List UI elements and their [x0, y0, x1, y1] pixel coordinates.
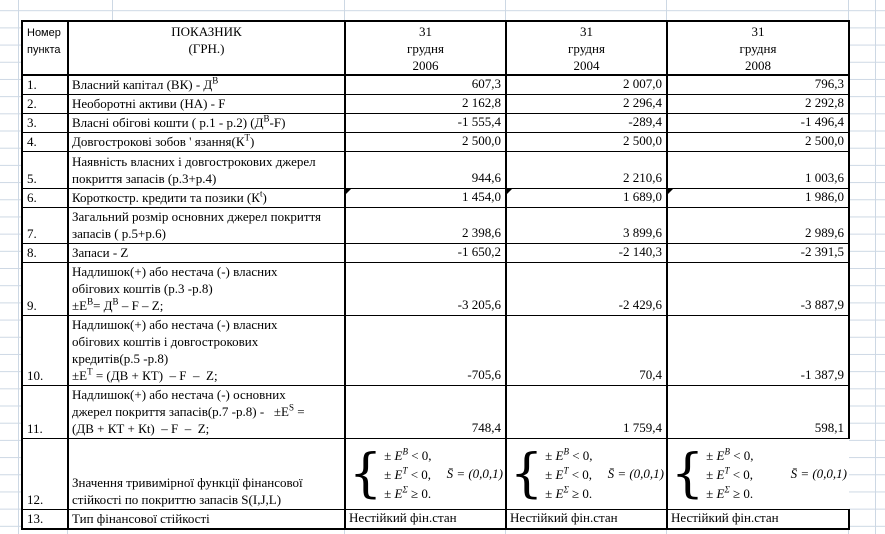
cell-value: 2 292,8	[805, 95, 844, 110]
row-10-label-cell[interactable]	[68, 316, 345, 386]
type-row	[22, 510, 849, 530]
condition-line: ± $E^\Sigma \ge 0$.	[545, 484, 593, 501]
header-line: (ГРН.)	[188, 41, 225, 56]
table-row	[22, 386, 849, 439]
cell-value: -2 429,6	[618, 297, 662, 312]
header-date-col-2006[interactable]	[345, 21, 506, 75]
row-8-value-cell-0[interactable]	[345, 244, 506, 263]
row-6-label-cell[interactable]	[68, 189, 345, 208]
variable: E	[394, 485, 403, 501]
table-row	[22, 263, 849, 316]
label-line: Власний капітал $(ВК) - Д^В$	[72, 75, 219, 92]
row-4-label-cell[interactable]	[68, 133, 345, 152]
cell-value: 1 759,4	[623, 420, 662, 435]
row-9-value-cell-0[interactable]	[345, 263, 506, 316]
variable: E	[394, 447, 403, 463]
row-5-value-cell-0[interactable]	[345, 152, 506, 189]
label-line: кредитів(р.5 -р.8)	[72, 351, 169, 366]
header-line: 2006	[412, 58, 439, 73]
condition-line: ± $E^\Sigma \ge 0$.	[384, 484, 432, 501]
row-13-num-cell[interactable]: 13.	[22, 510, 68, 530]
row-7-value-cell-2[interactable]	[667, 208, 849, 244]
cell-corner-marker-icon	[507, 189, 512, 194]
row-3-value-cell-2[interactable]	[667, 114, 849, 133]
header-line: 31	[580, 24, 593, 39]
row-2-value-cell-0[interactable]	[345, 95, 506, 114]
row-11-label-cell[interactable]	[68, 386, 345, 439]
cell-value: -1 555,4	[457, 114, 501, 129]
label-line: Власні обігові кошти ( р.1 - р.2) $(Д^В-F)$	[72, 113, 286, 130]
brace-symbol: {	[671, 444, 705, 504]
cell-value: -2 391,5	[800, 244, 844, 259]
row-9-value-cell-2[interactable]	[667, 263, 849, 316]
row-11-value-cell-2[interactable]	[667, 386, 849, 439]
row-6-value-cell-0[interactable]	[345, 189, 506, 208]
condition-line: ± $E^T < 0$,	[384, 465, 432, 482]
cell-value: -705,6	[467, 367, 501, 382]
header-line: 2004	[573, 58, 600, 73]
header-line: пункта	[27, 44, 61, 56]
label-line: Необоротні активи (НА) - F	[72, 96, 226, 111]
cell-value: -1 496,4	[800, 114, 844, 129]
row-1-num-cell[interactable]: 1.	[22, 75, 68, 95]
row-2-value-cell-2[interactable]	[667, 95, 849, 114]
row-13-value-cell-2[interactable]	[667, 510, 849, 530]
sheet-gridline	[848, 0, 849, 20]
cell-value: Нестійкий фін.стан	[510, 510, 618, 525]
header-line: 31	[751, 24, 765, 39]
row-12-formula-cell-0[interactable]	[345, 439, 506, 510]
variable: E	[716, 466, 725, 482]
formula-row	[22, 439, 849, 510]
row-3-value-cell-1[interactable]	[506, 114, 667, 133]
label-line: Значення тривимірної функції фінансової	[72, 475, 303, 490]
conditions	[545, 446, 592, 503]
cell-value: 1 986,0	[805, 189, 844, 204]
condition-line: ± $E^T < 0$,	[545, 465, 593, 482]
row-11-value-cell-0[interactable]	[345, 386, 506, 439]
row-7-label-cell[interactable]	[68, 208, 345, 244]
brace-symbol: {	[349, 444, 383, 504]
cell-value: 2 989,6	[805, 225, 844, 240]
cell-value: 70,4	[639, 367, 662, 382]
cell-value: -2 140,3	[618, 244, 662, 259]
row-2-num-cell[interactable]: 2.	[22, 95, 68, 114]
cell-value: 1 689,0	[623, 189, 662, 204]
row-2-value-cell-1[interactable]	[506, 95, 667, 114]
row-5-value-cell-2[interactable]	[667, 152, 849, 189]
row-7-value-cell-0[interactable]	[345, 208, 506, 244]
row-5-label-cell[interactable]	[68, 152, 345, 189]
financial-stability-table	[21, 20, 850, 530]
cell-value: 3 899,6	[623, 225, 662, 240]
row-8-label-cell[interactable]	[68, 244, 345, 263]
label-line: Наявність власних і довгострокових джерел	[72, 154, 316, 169]
cell-value: 944,6	[471, 170, 501, 185]
variable: E	[394, 466, 403, 482]
row-12-formula-cell-2[interactable]	[667, 439, 849, 510]
sheet-gridline	[505, 0, 506, 20]
label-line: $\pm Е^В= Д^В - F - Z$;	[72, 296, 164, 313]
condition-line: ± $E^B < 0$,	[706, 446, 754, 463]
sheet-gridline	[875, 0, 876, 534]
header-line: грудня	[739, 41, 777, 56]
sheet-gridline	[18, 0, 19, 534]
variable: E	[716, 485, 725, 501]
label-line: обігових коштів і довгострокових	[72, 334, 259, 349]
label-line: Надлишок(+) або нестача (-) основних	[72, 387, 286, 402]
cell-corner-marker-icon	[346, 189, 351, 194]
cell-value: -289,4	[628, 114, 662, 129]
row-5-value-cell-1[interactable]	[506, 152, 667, 189]
table-row	[22, 316, 849, 386]
table-row	[22, 114, 849, 133]
cell-value: 2 007,0	[623, 76, 662, 91]
conditions	[706, 446, 753, 503]
header-date-col-2004[interactable]	[506, 21, 667, 75]
row-3-num-cell[interactable]: 3.	[22, 114, 68, 133]
header-num-col[interactable]	[22, 21, 68, 75]
table-row	[22, 95, 849, 114]
row-1-label-cell[interactable]	[68, 75, 345, 95]
row-6-value-cell-1[interactable]	[506, 189, 667, 208]
result-vector: S̄ = (0,0,1)	[446, 466, 503, 481]
cell-value: 607,3	[471, 76, 501, 91]
label-line: Надлишок(+) або нестача (-) власних	[72, 317, 278, 332]
variable: E	[555, 447, 564, 463]
row-11-value-cell-1[interactable]	[506, 386, 667, 439]
label-line: обігових коштів (р.3 -р.8)	[72, 281, 213, 296]
cell-value: 2 296,4	[623, 95, 662, 110]
row-7-value-cell-1[interactable]	[506, 208, 667, 244]
condition-line: ± $E^B < 0$,	[384, 446, 432, 463]
cell-value: 2 500,0	[462, 133, 501, 148]
row-3-label-cell[interactable]	[68, 114, 345, 133]
result-vector: S̄ = (0,0,1)	[607, 466, 664, 481]
cell-value: 2 500,0	[805, 133, 844, 148]
row-4-num-cell[interactable]: 4.	[22, 133, 68, 152]
row-1-value-cell-0[interactable]	[345, 75, 506, 95]
conditions	[384, 446, 431, 503]
row-13-value-cell-0[interactable]	[345, 510, 506, 530]
row-8-value-cell-2[interactable]	[667, 244, 849, 263]
sheet-gridline	[112, 0, 113, 20]
condition-line: ± $E^B < 0$,	[545, 446, 593, 463]
variable: E	[555, 485, 564, 501]
header-row	[22, 21, 849, 75]
row-5-num-cell[interactable]: 5.	[22, 152, 68, 189]
label-line: стійкості по покриттю запасів S(I,J,L)	[72, 492, 282, 507]
label-line: джерел покриття запасів(р.7 $-р.8) - \pm Е^S$ =	[72, 402, 305, 419]
row-12-num-cell[interactable]: 12.	[22, 439, 68, 510]
sheet-gridline	[344, 0, 345, 20]
table-row	[22, 133, 849, 152]
cell-corner-marker-icon	[668, 189, 673, 194]
label-line: Короткостр. кредити та позики $(К^t)$	[72, 188, 267, 205]
cell-value: Нестійкий фін.стан	[349, 510, 457, 525]
cell-value: 1 454,0	[462, 189, 501, 204]
row-9-label-cell[interactable]	[68, 263, 345, 316]
row-6-num-cell[interactable]: 6.	[22, 189, 68, 208]
cell-value: -1 650,2	[457, 244, 501, 259]
label-line: запасів ( р.5+р.6)	[72, 226, 166, 241]
variable: E	[716, 447, 725, 463]
header-date-col-2008[interactable]	[667, 21, 849, 75]
row-1-value-cell-1[interactable]	[506, 75, 667, 95]
header-indicator-col[interactable]	[68, 21, 345, 75]
row-11-num-cell[interactable]: 11.	[22, 386, 68, 439]
cell-value: -3 205,6	[457, 297, 501, 312]
cell-value: -1 387,9	[800, 367, 844, 382]
label-line: Тип фінансової стійкості	[72, 511, 210, 526]
variable: E	[555, 466, 564, 482]
row-10-value-cell-0[interactable]	[345, 316, 506, 386]
row-2-label-cell[interactable]	[68, 95, 345, 114]
table-row	[22, 208, 849, 244]
label-line: Запаси - Z	[72, 245, 129, 260]
cell-value: 1 003,6	[805, 170, 844, 185]
header-line: 2008	[745, 58, 771, 73]
row-8-value-cell-1[interactable]	[506, 244, 667, 263]
cell-value: 796,3	[814, 76, 844, 91]
cell-value: Нестійкий фін.стан	[671, 510, 779, 525]
row-3-value-cell-0[interactable]	[345, 114, 506, 133]
row-9-value-cell-1[interactable]	[506, 263, 667, 316]
row-10-value-cell-2[interactable]	[667, 316, 849, 386]
header-line: грудня	[407, 41, 444, 56]
table-row	[22, 244, 849, 263]
cell-value: 748,4	[471, 420, 501, 435]
row-7-num-cell[interactable]: 7.	[22, 208, 68, 244]
table-row	[22, 75, 849, 95]
row-8-num-cell[interactable]: 8.	[22, 244, 68, 263]
row-10-num-cell[interactable]: 10.	[22, 316, 68, 386]
label-line: покриття запасів (р.3+р.4)	[72, 171, 217, 186]
header-line: ПОКАЗНИК	[171, 24, 242, 39]
label-line: Загальний розмір основних джерел покриття	[72, 209, 322, 224]
row-6-value-cell-2[interactable]	[667, 189, 849, 208]
row-4-value-cell-2[interactable]	[667, 133, 849, 152]
label-line: Довгострокові зобов ' $язання(К^Т)$	[72, 132, 255, 149]
result-vector: S̄ = (0,0,1)	[790, 466, 847, 481]
row-9-num-cell[interactable]: 9.	[22, 263, 68, 316]
row-13-value-cell-1[interactable]	[506, 510, 667, 530]
row-4-value-cell-0[interactable]	[345, 133, 506, 152]
header-line: Номер	[27, 27, 61, 39]
cell-value: -3 887,9	[800, 297, 844, 312]
label-line: (ДВ + КТ + Кt) – F – Z;	[72, 421, 210, 436]
header-line: 31	[419, 24, 432, 39]
label-line: $\pm Е^Т = (ДВ + КТ) - F - Z$;	[72, 366, 218, 383]
condition-line: ± $E^\Sigma \ge 0$.	[706, 484, 754, 501]
sheet-gridline	[666, 0, 667, 20]
label-line: Надлишок(+) або нестача (-) власних	[72, 264, 278, 279]
table-row	[22, 152, 849, 189]
row-10-value-cell-1[interactable]	[506, 316, 667, 386]
row-13-label-cell[interactable]	[68, 510, 345, 530]
cell-value: 2 398,6	[462, 225, 501, 240]
cell-value: 2 162,8	[462, 95, 501, 110]
row-12-label-cell[interactable]	[68, 439, 345, 510]
cell-value: 2 210,6	[623, 170, 662, 185]
row-12-formula-cell-1[interactable]	[506, 439, 667, 510]
table-row	[22, 189, 849, 208]
row-1-value-cell-2[interactable]	[667, 75, 849, 95]
condition-line: ± $E^T < 0$,	[706, 465, 754, 482]
cell-value: 598,1	[814, 420, 844, 435]
header-line: грудня	[568, 41, 605, 56]
brace-symbol: {	[510, 444, 544, 504]
row-4-value-cell-1[interactable]	[506, 133, 667, 152]
cell-value: 2 500,0	[623, 133, 662, 148]
